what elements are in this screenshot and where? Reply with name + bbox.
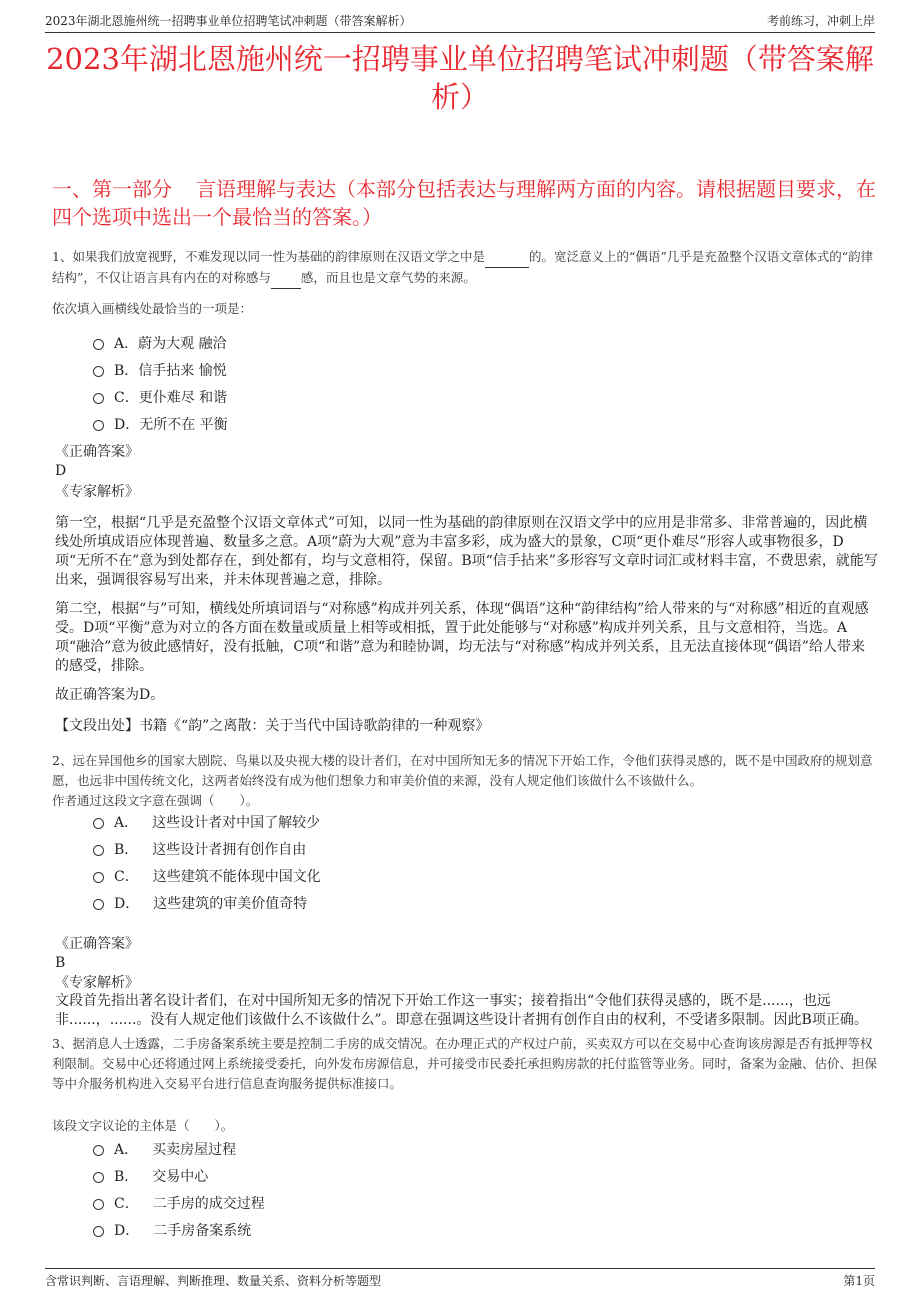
question-2-stem: 2、远在异国他乡的国家大剧院、鸟巢以及央视大楼的设计者们，在对中国所知无多的情况下开始工作，令他们获得灵感的，既不是中国政府的规划意愿，也远非中国传统文化，这两者始终没有成为他们想象力和审美价值的来源，没有人规定他们该做什么不该做什么。 [52, 753, 873, 788]
q1-option-a[interactable]: A．蔚为大观 融洽 [93, 334, 227, 354]
footer-description: 含常识判断、言语理解、判断推理、数量关系、资料分析等题型 [45, 1274, 382, 1288]
q2-option-c[interactable]: C． 这些建筑不能体现中国文化 [93, 867, 321, 887]
page-number: 第1页 [843, 1274, 875, 1288]
q1-answer: D [55, 463, 67, 479]
q1-conclusion: 故正确答案为D。 [55, 687, 165, 703]
q2-option-b[interactable]: B． 这些设计者拥有创作自由 [93, 840, 306, 860]
radio-icon[interactable] [93, 899, 104, 910]
q2-analysis: 文段首先指出著名设计者们，在对中国所知无多的情况下开始工作这一事实；接着指出“令他们获得灵感的，既不是......，也远非......，......。没有人规定他们该做什么不该做什么”。即意在强调这些设计者拥有创作自由的权利，不受诸多限制。因此B项正确。 [55, 993, 868, 1028]
q3-option-d[interactable]: D． 二手房备案系统 [93, 1221, 251, 1241]
q2-option-d[interactable]: D． 这些建筑的审美价值奇特 [93, 894, 307, 914]
radio-icon[interactable] [93, 339, 104, 350]
section-heading [52, 175, 880, 231]
q2-answer: B [55, 955, 66, 971]
q1-analysis-para1: 第一空，根据“几乎是充盈整个汉语文章体式”可知，以同一性为基础的韵律原则在汉语文学中的应用是非常多、非常普遍的，因此横线处所填成语应体现普遍、数量多之意。A项“蔚为大观”意为丰富多彩，成为盛大的景象，C项“更仆难尽”形容人或事物很多，D项“无所不在”意为到处都存在，到处都有，均与文意相符，保留。B项“信手拈来”多形容写文章时词汇或材料丰富，不费思索，就能写出来，强调很容易写出来，并未体现普遍之意，排除。 [55, 515, 878, 588]
q2-analysis-label: 《专家解析》 [55, 975, 139, 991]
q1-source: 【文段出处】书籍《“韵”之离散：关于当代中国诗歌韵律的一种观察》 [55, 718, 490, 734]
radio-icon[interactable] [93, 818, 104, 829]
page-header [45, 10, 875, 33]
section-text: 言语理解与表达（本部分包括表达与理解两方面的内容。请根据题目要求，在四个选项中选出一个最恰当的答案。） [52, 177, 876, 229]
header-document-title: 2023年湖北恩施州统一招聘事业单位招聘笔试冲刺题（带答案解析） [45, 14, 412, 28]
q1-option-d[interactable]: D．无所不在 平衡 [93, 415, 228, 435]
q1-option-b[interactable]: B．信手拈来 愉悦 [93, 361, 227, 381]
question-2-prompt: 作者通过这段文字意在强调（ ）。 [52, 793, 259, 808]
q3-option-b[interactable]: B． 交易中心 [93, 1167, 208, 1187]
question-3-prompt: 该段文字议论的主体是（ ）。 [52, 1118, 234, 1133]
radio-icon[interactable] [93, 1172, 104, 1183]
q1-analysis-para2: 第二空，根据“与”可知，横线处所填词语与“对称感”构成并列关系，体现“偶语”这种“韵律结构”给人带来的与“对称感”相近的直观感受。D项“平衡”意为对立的各方面在数量或质量上相等或相抵，置于此处能够与“对称感”构成并列关系，且与文意相符，当选。A项“融洽”意为彼此感情好，没有抵触，C项“和谐”意为和睦协调，均无法与“对称感”构成并列关系，且无法直接体现“偶语”给人带来的感受，排除。 [55, 601, 869, 674]
q1-option-c[interactable]: C．更仆难尽 和谐 [93, 388, 227, 408]
q3-option-a[interactable]: A． 买卖房屋过程 [93, 1140, 236, 1160]
q2-option-a[interactable]: A． 这些设计者对中国了解较少 [93, 813, 320, 833]
header-slogan: 考前练习，冲刺上岸 [766, 14, 875, 28]
radio-icon[interactable] [93, 1199, 104, 1210]
question-3-stem: 3、据消息人士透露，二手房备案系统主要是控制二手房的成交情况。在办理正式的产权过户前，买卖双方可以在交易中心查询该房源是否有抵押等权利限制。交易中心还将通过网上系统接受委托，向外发布房源信息，并可接受市民委托承担购房款的托付监管等业务。同时，备案为金融、估价、担保等中介服务机构进入交易平台进行信息查询服务提供标准接口。 [52, 1036, 878, 1091]
q2-answer-label: 《正确答案》 [55, 936, 139, 952]
radio-icon[interactable] [93, 872, 104, 883]
page-title: 2023年湖北恩施州统一招聘事业单位招聘笔试冲刺题（带答案解析） [46, 42, 874, 114]
question-1-stem: 1、如果我们放宽视野，不难发现以同一性为基础的韵律原则在汉语文学之中是 的。宽泛意义上的“偶语”几乎是充盈整个汉语文章体式的“韵律结构”，不仅让语言具有内在的对称感与 感，而且也是文章气势的来源。 [52, 247, 878, 289]
q1-analysis-label: 《专家解析》 [55, 484, 139, 500]
fill-blank-1 [485, 247, 529, 268]
radio-icon[interactable] [93, 420, 104, 431]
radio-icon[interactable] [93, 366, 104, 377]
radio-icon[interactable] [93, 393, 104, 404]
question-1-prompt: 依次填入画横线处最恰当的一项是： [52, 301, 253, 316]
q3-option-c[interactable]: C． 二手房的成交过程 [93, 1194, 265, 1214]
radio-icon[interactable] [93, 1145, 104, 1156]
page-footer [45, 1268, 875, 1291]
radio-icon[interactable] [93, 1226, 104, 1237]
section-prefix: 一、第一部分 [52, 177, 172, 201]
q1-answer-label: 《正确答案》 [55, 444, 139, 460]
fill-blank-2 [271, 268, 301, 289]
radio-icon[interactable] [93, 845, 104, 856]
